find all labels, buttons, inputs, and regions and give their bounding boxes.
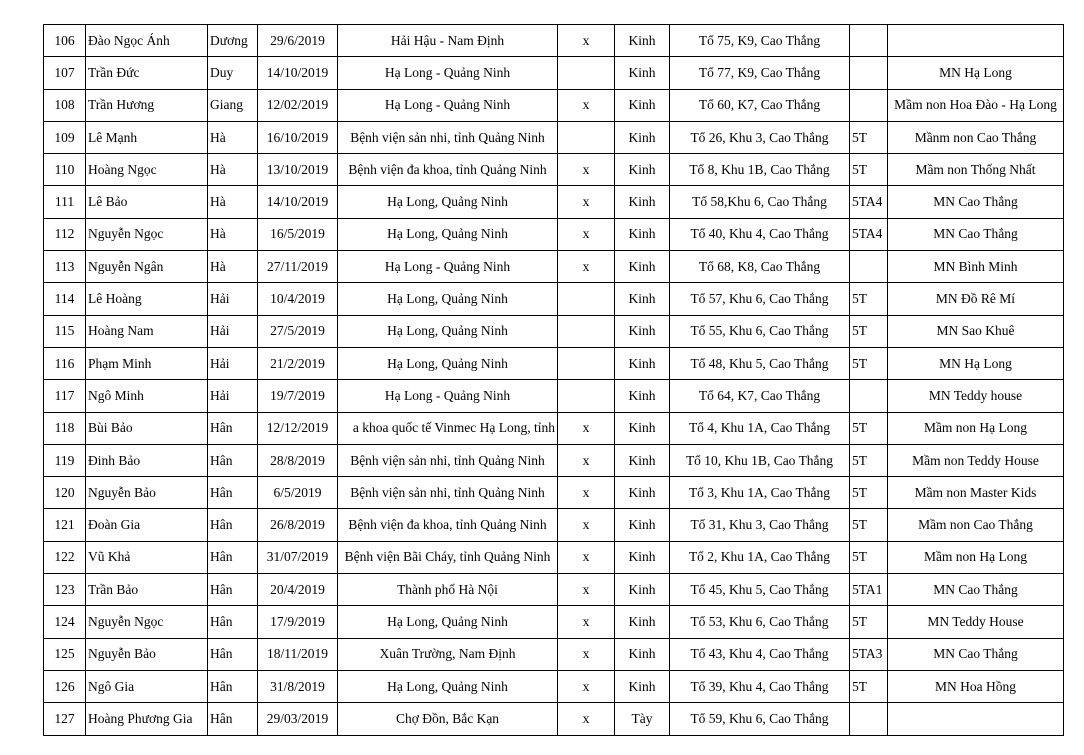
gender-mark-cell	[558, 121, 615, 153]
date-of-birth-cell: 31/8/2019	[258, 670, 338, 702]
place-of-birth-cell: Hạ Long, Quảng Ninh	[338, 218, 558, 250]
table-row	[44, 347, 1064, 379]
address-cell: Tổ 53, Khu 6, Cao Thắng	[670, 606, 850, 638]
ethnicity-cell: Kinh	[615, 574, 670, 606]
row-number-cell: 118	[44, 412, 86, 444]
family-and-middle-name-cell: Phạm Minh	[86, 347, 208, 379]
given-name-cell: Hà	[208, 218, 258, 250]
gender-mark-cell: x	[558, 25, 615, 57]
date-of-birth-cell: 29/03/2019	[258, 703, 338, 735]
class-code-cell: 5T	[850, 315, 888, 347]
ethnicity-cell: Kinh	[615, 380, 670, 412]
row-number-cell: 113	[44, 251, 86, 283]
date-of-birth-cell: 16/10/2019	[258, 121, 338, 153]
ethnicity-cell: Kinh	[615, 121, 670, 153]
family-and-middle-name-cell: Trần Bảo	[86, 574, 208, 606]
kindergarten-cell: MN Hạ Long	[888, 57, 1064, 89]
given-name-cell: Hân	[208, 444, 258, 476]
row-number-cell: 111	[44, 186, 86, 218]
row-number-cell: 123	[44, 574, 86, 606]
address-cell: Tổ 48, Khu 5, Cao Thắng	[670, 347, 850, 379]
gender-mark-cell: x	[558, 251, 615, 283]
kindergarten-cell: MN Cao Thắng	[888, 638, 1064, 670]
ethnicity-cell: Kinh	[615, 57, 670, 89]
gender-mark-cell: x	[558, 89, 615, 121]
place-of-birth-cell: Hải Hậu - Nam Định	[338, 25, 558, 57]
family-and-middle-name-cell: Hoàng Nam	[86, 315, 208, 347]
place-of-birth-cell: Bệnh viện đa khoa, tỉnh Quảng Ninh	[338, 154, 558, 186]
gender-mark-cell: x	[558, 412, 615, 444]
family-and-middle-name-cell: Hoàng Ngọc	[86, 154, 208, 186]
class-code-cell	[850, 251, 888, 283]
date-of-birth-cell: 28/8/2019	[258, 444, 338, 476]
family-and-middle-name-cell: Bùi Bảo	[86, 412, 208, 444]
row-number-cell: 127	[44, 703, 86, 735]
table-row	[44, 574, 1064, 606]
date-of-birth-cell: 17/9/2019	[258, 606, 338, 638]
gender-mark-cell: x	[558, 186, 615, 218]
class-code-cell: 5T	[850, 477, 888, 509]
class-code-cell: 5T	[850, 121, 888, 153]
row-number-cell: 120	[44, 477, 86, 509]
address-cell: Tổ 75, K9, Cao Thắng	[670, 25, 850, 57]
date-of-birth-cell: 13/10/2019	[258, 154, 338, 186]
kindergarten-cell: Mầm non Hoa Đào - Hạ Long	[888, 89, 1064, 121]
kindergarten-cell: MN Hoa Hồng	[888, 670, 1064, 702]
table-row	[44, 89, 1064, 121]
address-cell: Tổ 60, K7, Cao Thắng	[670, 89, 850, 121]
address-cell: Tổ 59, Khu 6, Cao Thắng	[670, 703, 850, 735]
gender-mark-cell	[558, 57, 615, 89]
place-of-birth-cell: Bệnh viện sản nhi, tỉnh Quảng Ninh	[338, 444, 558, 476]
date-of-birth-cell: 12/02/2019	[258, 89, 338, 121]
ethnicity-cell: Kinh	[615, 347, 670, 379]
address-cell: Tổ 57, Khu 6, Cao Thắng	[670, 283, 850, 315]
date-of-birth-cell: 14/10/2019	[258, 186, 338, 218]
given-name-cell: Hải	[208, 347, 258, 379]
class-code-cell: 5T	[850, 670, 888, 702]
row-number-cell: 114	[44, 283, 86, 315]
address-cell: Tổ 4, Khu 1A, Cao Thắng	[670, 412, 850, 444]
table-row	[44, 670, 1064, 702]
table-row	[44, 509, 1064, 541]
table-row	[44, 121, 1064, 153]
address-cell: Tổ 40, Khu 4, Cao Thắng	[670, 218, 850, 250]
given-name-cell: Hân	[208, 509, 258, 541]
class-code-cell: 5TA3	[850, 638, 888, 670]
table-row	[44, 25, 1064, 57]
kindergarten-cell: Mầm non Thống Nhất	[888, 154, 1064, 186]
given-name-cell: Hân	[208, 703, 258, 735]
address-cell: Tổ 55, Khu 6, Cao Thắng	[670, 315, 850, 347]
kindergarten-cell	[888, 703, 1064, 735]
family-and-middle-name-cell: Lê Mạnh	[86, 121, 208, 153]
row-number-cell: 110	[44, 154, 86, 186]
gender-mark-cell: x	[558, 154, 615, 186]
given-name-cell: Hà	[208, 186, 258, 218]
given-name-cell: Hân	[208, 670, 258, 702]
gender-mark-cell: x	[558, 670, 615, 702]
table-row	[44, 703, 1064, 735]
ethnicity-cell: Kinh	[615, 25, 670, 57]
given-name-cell: Hải	[208, 283, 258, 315]
row-number-cell: 108	[44, 89, 86, 121]
table-row	[44, 477, 1064, 509]
gender-mark-cell: x	[558, 606, 615, 638]
kindergarten-cell: MN Bình Minh	[888, 251, 1064, 283]
kindergarten-cell: MN Đồ Rê Mí	[888, 283, 1064, 315]
class-code-cell: 5T	[850, 541, 888, 573]
date-of-birth-cell: 21/2/2019	[258, 347, 338, 379]
class-code-cell: 5TA4	[850, 186, 888, 218]
place-of-birth-cell: Chợ Đồn, Bắc Kạn	[338, 703, 558, 735]
kindergarten-cell: MN Teddy House	[888, 606, 1064, 638]
place-of-birth-cell: Xuân Trường, Nam Định	[338, 638, 558, 670]
row-number-cell: 116	[44, 347, 86, 379]
row-number-cell: 106	[44, 25, 86, 57]
class-code-cell: 5T	[850, 444, 888, 476]
table-row	[44, 606, 1064, 638]
row-number-cell: 124	[44, 606, 86, 638]
class-code-cell: 5T	[850, 283, 888, 315]
gender-mark-cell: x	[558, 477, 615, 509]
student-roster-table	[43, 24, 1064, 736]
class-code-cell: 5T	[850, 509, 888, 541]
class-code-cell	[850, 57, 888, 89]
family-and-middle-name-cell: Ngô Gia	[86, 670, 208, 702]
place-of-birth-cell: Hạ Long, Quảng Ninh	[338, 186, 558, 218]
ethnicity-cell: Kinh	[615, 412, 670, 444]
place-of-birth-cell: Hạ Long, Quảng Ninh	[338, 283, 558, 315]
address-cell: Tổ 77, K9, Cao Thắng	[670, 57, 850, 89]
place-of-birth-cell: Hạ Long - Quảng Ninh	[338, 57, 558, 89]
class-code-cell: 5T	[850, 606, 888, 638]
ethnicity-cell: Kinh	[615, 606, 670, 638]
ethnicity-cell: Kinh	[615, 477, 670, 509]
row-number-cell: 126	[44, 670, 86, 702]
gender-mark-cell	[558, 283, 615, 315]
date-of-birth-cell: 29/6/2019	[258, 25, 338, 57]
gender-mark-cell: x	[558, 541, 615, 573]
ethnicity-cell: Kinh	[615, 283, 670, 315]
kindergarten-cell: Mầnm non Cao Thắng	[888, 121, 1064, 153]
kindergarten-cell: Mầm non Hạ Long	[888, 412, 1064, 444]
date-of-birth-cell: 6/5/2019	[258, 477, 338, 509]
place-of-birth-cell: Hạ Long, Quảng Ninh	[338, 347, 558, 379]
class-code-cell: 5T	[850, 412, 888, 444]
ethnicity-cell: Kinh	[615, 186, 670, 218]
ethnicity-cell: Kinh	[615, 670, 670, 702]
place-of-birth-cell: Bệnh viện sản nhi, tỉnh Quảng Ninh	[338, 121, 558, 153]
table-row	[44, 57, 1064, 89]
family-and-middle-name-cell: Đinh Bảo	[86, 444, 208, 476]
family-and-middle-name-cell: Ngô Minh	[86, 380, 208, 412]
place-of-birth-cell: Bệnh viện đa khoa, tỉnh Quảng Ninh	[338, 509, 558, 541]
ethnicity-cell: Kinh	[615, 315, 670, 347]
family-and-middle-name-cell: Nguyễn Ngọc	[86, 606, 208, 638]
given-name-cell: Hân	[208, 541, 258, 573]
gender-mark-cell: x	[558, 574, 615, 606]
row-number-cell: 117	[44, 380, 86, 412]
address-cell: Tổ 43, Khu 4, Cao Thắng	[670, 638, 850, 670]
address-cell: Tổ 8, Khu 1B, Cao Thắng	[670, 154, 850, 186]
date-of-birth-cell: 19/7/2019	[258, 380, 338, 412]
gender-mark-cell: x	[558, 638, 615, 670]
table-row	[44, 283, 1064, 315]
given-name-cell: Hân	[208, 606, 258, 638]
date-of-birth-cell: 31/07/2019	[258, 541, 338, 573]
gender-mark-cell: x	[558, 509, 615, 541]
given-name-cell: Hân	[208, 477, 258, 509]
family-and-middle-name-cell: Vũ Khả	[86, 541, 208, 573]
address-cell: Tổ 58,Khu 6, Cao Thắng	[670, 186, 850, 218]
date-of-birth-cell: 16/5/2019	[258, 218, 338, 250]
gender-mark-cell: x	[558, 218, 615, 250]
table-row	[44, 380, 1064, 412]
ethnicity-cell: Kinh	[615, 444, 670, 476]
kindergarten-cell	[888, 25, 1064, 57]
place-of-birth-cell: Bệnh viện sản nhi, tỉnh Quảng Ninh	[338, 477, 558, 509]
date-of-birth-cell: 26/8/2019	[258, 509, 338, 541]
given-name-cell: Hà	[208, 121, 258, 153]
row-number-cell: 109	[44, 121, 86, 153]
kindergarten-cell: MN Cao Thắng	[888, 186, 1064, 218]
kindergarten-cell: MN Cao Thắng	[888, 574, 1064, 606]
place-of-birth-cell: Hạ Long - Quảng Ninh	[338, 251, 558, 283]
address-cell: Tổ 64, K7, Cao Thắng	[670, 380, 850, 412]
family-and-middle-name-cell: Trần Hương	[86, 89, 208, 121]
class-code-cell	[850, 89, 888, 121]
kindergarten-cell: MN Cao Thắng	[888, 218, 1064, 250]
row-number-cell: 122	[44, 541, 86, 573]
given-name-cell: Hân	[208, 638, 258, 670]
family-and-middle-name-cell: Nguyễn Bảo	[86, 477, 208, 509]
family-and-middle-name-cell: Lê Hoàng	[86, 283, 208, 315]
kindergarten-cell: Mầm non Hạ Long	[888, 541, 1064, 573]
roster-body	[44, 25, 1064, 736]
date-of-birth-cell: 20/4/2019	[258, 574, 338, 606]
class-code-cell	[850, 703, 888, 735]
date-of-birth-cell: 10/4/2019	[258, 283, 338, 315]
date-of-birth-cell: 12/12/2019	[258, 412, 338, 444]
family-and-middle-name-cell: Nguyễn Bảo	[86, 638, 208, 670]
address-cell: Tổ 2, Khu 1A, Cao Thắng	[670, 541, 850, 573]
address-cell: Tổ 3, Khu 1A, Cao Thắng	[670, 477, 850, 509]
address-cell: Tổ 10, Khu 1B, Cao Thắng	[670, 444, 850, 476]
family-and-middle-name-cell: Trần Đức	[86, 57, 208, 89]
date-of-birth-cell: 18/11/2019	[258, 638, 338, 670]
table-row	[44, 154, 1064, 186]
kindergarten-cell: MN Sao Khuê	[888, 315, 1064, 347]
address-cell: Tổ 45, Khu 5, Cao Thắng	[670, 574, 850, 606]
kindergarten-cell: Mầm non Teddy House	[888, 444, 1064, 476]
ethnicity-cell: Kinh	[615, 218, 670, 250]
table-row	[44, 444, 1064, 476]
place-of-birth-cell: Hạ Long - Quảng Ninh	[338, 380, 558, 412]
gender-mark-cell	[558, 380, 615, 412]
kindergarten-cell: MN Hạ Long	[888, 347, 1064, 379]
kindergarten-cell: Mầm non Master Kids	[888, 477, 1064, 509]
ethnicity-cell: Kinh	[615, 509, 670, 541]
address-cell: Tổ 39, Khu 4, Cao Thắng	[670, 670, 850, 702]
row-number-cell: 121	[44, 509, 86, 541]
row-number-cell: 112	[44, 218, 86, 250]
place-of-birth-cell: Hạ Long, Quảng Ninh	[338, 315, 558, 347]
gender-mark-cell	[558, 347, 615, 379]
given-name-cell: Giang	[208, 89, 258, 121]
given-name-cell: Duy	[208, 57, 258, 89]
address-cell: Tổ 26, Khu 3, Cao Thắng	[670, 121, 850, 153]
family-and-middle-name-cell: Hoàng Phương Gia	[86, 703, 208, 735]
table-row	[44, 251, 1064, 283]
class-code-cell: 5TA1	[850, 574, 888, 606]
address-cell: Tổ 31, Khu 3, Cao Thắng	[670, 509, 850, 541]
place-of-birth-cell: Hạ Long, Quảng Ninh	[338, 670, 558, 702]
place-of-birth-cell: Hạ Long, Quảng Ninh	[338, 606, 558, 638]
family-and-middle-name-cell: Lê Bảo	[86, 186, 208, 218]
given-name-cell: Hà	[208, 251, 258, 283]
table-row	[44, 638, 1064, 670]
place-of-birth-cell: Thành phố Hà Nội	[338, 574, 558, 606]
given-name-cell: Dương	[208, 25, 258, 57]
place-of-birth-cell: Bệnh viện Bãi Cháy, tỉnh Quảng Ninh	[338, 541, 558, 573]
given-name-cell: Hải	[208, 315, 258, 347]
kindergarten-cell: MN Teddy house	[888, 380, 1064, 412]
date-of-birth-cell: 27/11/2019	[258, 251, 338, 283]
given-name-cell: Hải	[208, 380, 258, 412]
row-number-cell: 115	[44, 315, 86, 347]
class-code-cell	[850, 25, 888, 57]
family-and-middle-name-cell: Nguyễn Ngân	[86, 251, 208, 283]
table-row	[44, 218, 1064, 250]
row-number-cell: 119	[44, 444, 86, 476]
table-row	[44, 541, 1064, 573]
family-and-middle-name-cell: Đoàn Gia	[86, 509, 208, 541]
place-of-birth-cell: a khoa quốc tế Vinmec Hạ Long, tỉnh	[338, 412, 558, 444]
given-name-cell: Hà	[208, 154, 258, 186]
class-code-cell: 5T	[850, 347, 888, 379]
given-name-cell: Hân	[208, 412, 258, 444]
given-name-cell: Hân	[208, 574, 258, 606]
ethnicity-cell: Kinh	[615, 638, 670, 670]
family-and-middle-name-cell: Đào Ngọc Ánh	[86, 25, 208, 57]
table-row	[44, 186, 1064, 218]
place-of-birth-cell: Hạ Long - Quảng Ninh	[338, 89, 558, 121]
kindergarten-cell: Mầm non Cao Thắng	[888, 509, 1064, 541]
ethnicity-cell: Kinh	[615, 251, 670, 283]
address-cell: Tổ 68, K8, Cao Thắng	[670, 251, 850, 283]
gender-mark-cell: x	[558, 444, 615, 476]
class-code-cell: 5T	[850, 154, 888, 186]
gender-mark-cell: x	[558, 703, 615, 735]
ethnicity-cell: Kinh	[615, 89, 670, 121]
class-code-cell: 5TA4	[850, 218, 888, 250]
date-of-birth-cell: 27/5/2019	[258, 315, 338, 347]
table-row	[44, 412, 1064, 444]
date-of-birth-cell: 14/10/2019	[258, 57, 338, 89]
family-and-middle-name-cell: Nguyễn Ngọc	[86, 218, 208, 250]
row-number-cell: 125	[44, 638, 86, 670]
ethnicity-cell: Tày	[615, 703, 670, 735]
ethnicity-cell: Kinh	[615, 154, 670, 186]
gender-mark-cell	[558, 315, 615, 347]
class-code-cell	[850, 380, 888, 412]
ethnicity-cell: Kinh	[615, 541, 670, 573]
row-number-cell: 107	[44, 57, 86, 89]
table-row	[44, 315, 1064, 347]
